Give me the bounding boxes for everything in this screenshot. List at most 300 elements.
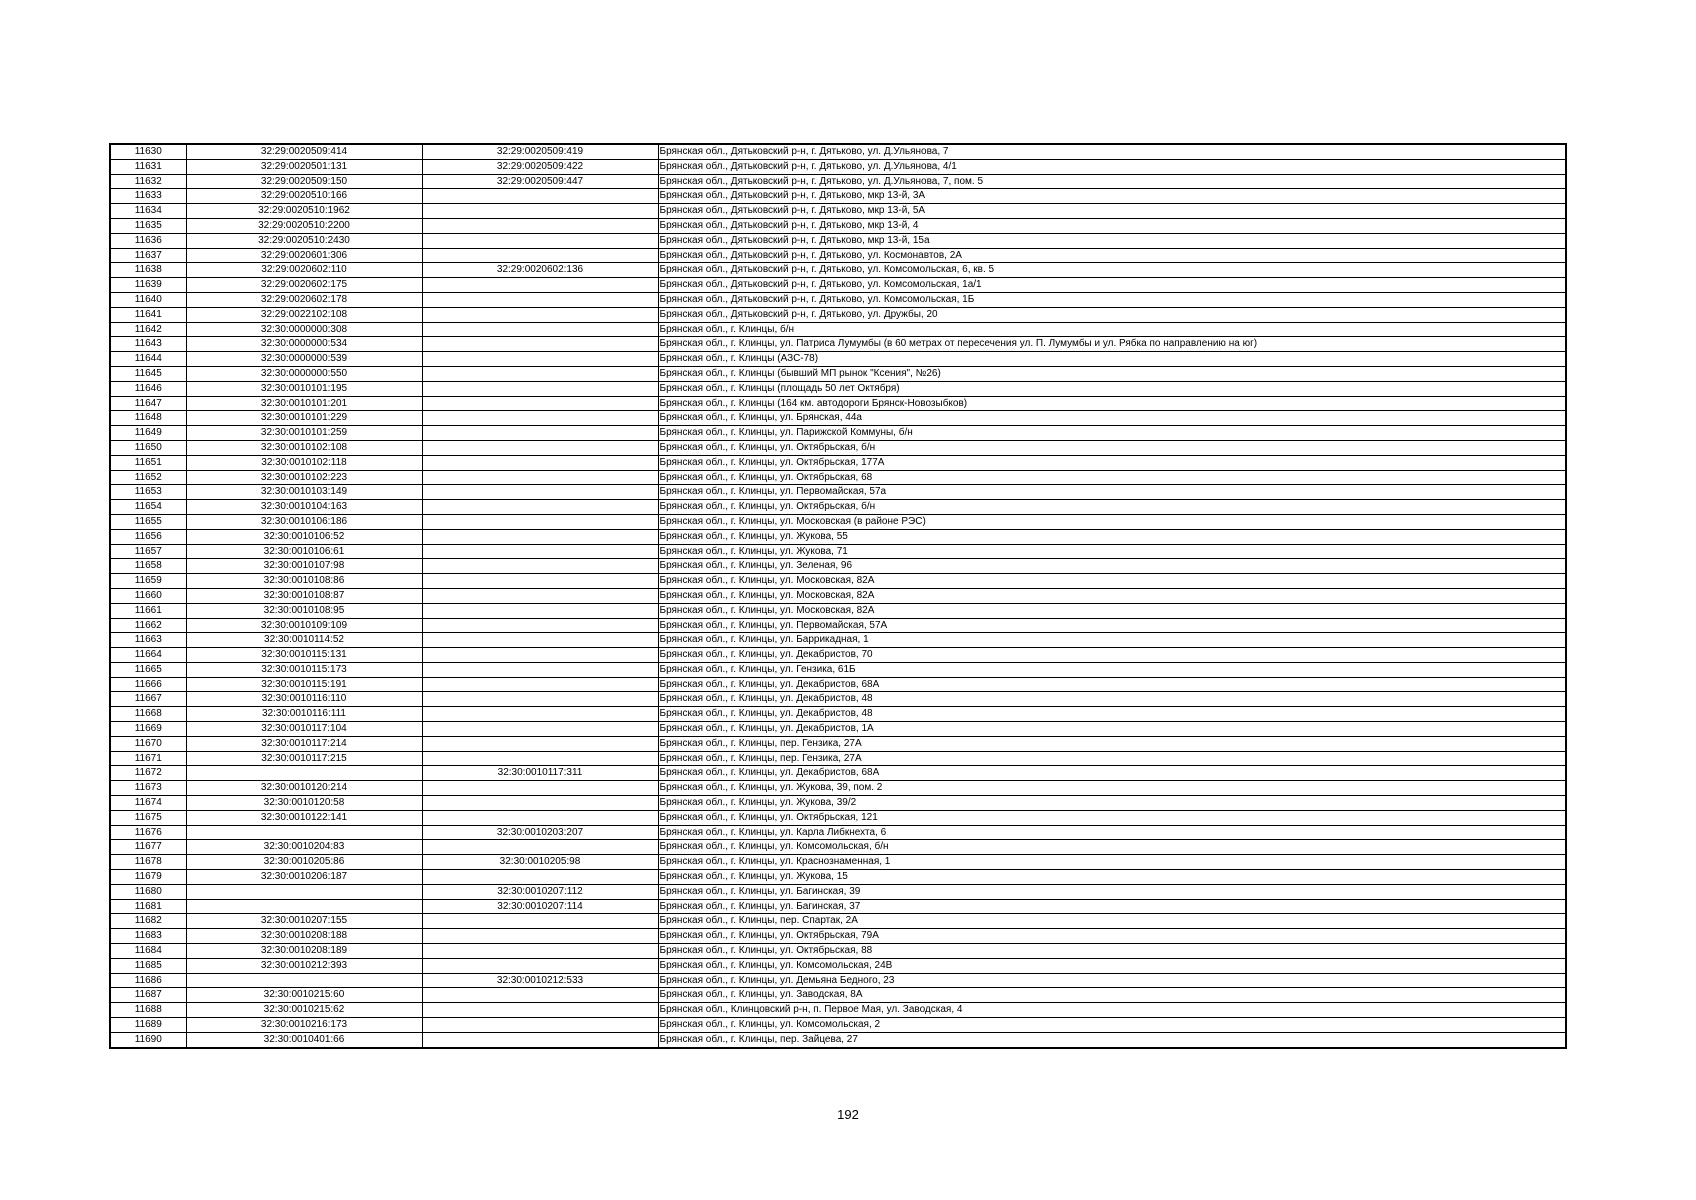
- table-row: [110, 411, 1566, 426]
- cadastral-number-cell: 32:30:0010117:214: [186, 736, 422, 751]
- row-number-cell: 11641: [110, 307, 186, 322]
- cadastral-number-2-cell: [422, 189, 658, 204]
- table-row: [110, 603, 1566, 618]
- cadastral-number-cell: 32:30:0010205:86: [186, 855, 422, 870]
- cadastral-number-2-cell: [422, 1032, 658, 1047]
- row-number-cell: 11673: [110, 781, 186, 796]
- table-row: [110, 692, 1566, 707]
- cadastral-number-2-cell: [422, 958, 658, 973]
- cadastral-number-2-cell: [422, 692, 658, 707]
- table-row: [110, 870, 1566, 885]
- address-cell: Брянская обл., Дятьковский р-н, г. Дятьково, мкр 13-й, 5А: [658, 204, 1566, 219]
- cadastral-number-cell: 32:30:0010115:191: [186, 677, 422, 692]
- cadastral-number-2-cell: [422, 707, 658, 722]
- cadastral-number-2-cell: [422, 307, 658, 322]
- address-cell: Брянская обл., г. Клинцы, ул. Октябрьская, 68: [658, 470, 1566, 485]
- cadastral-number-2-cell: [422, 840, 658, 855]
- address-cell: Брянская обл., г. Клинцы, ул. Октябрьская, б/н: [658, 440, 1566, 455]
- cadastral-number-cell: 32:30:0010104:163: [186, 500, 422, 515]
- cadastral-number-cell: 32:30:0010107:98: [186, 559, 422, 574]
- address-cell: Брянская обл., г. Клинцы, ул. Московская, 82А: [658, 574, 1566, 589]
- cadastral-number-cell: 32:30:0010116:110: [186, 692, 422, 707]
- cadastral-number-2-cell: 32:29:0020509:422: [422, 159, 658, 174]
- address-cell: Брянская обл., Дятьковский р-н, г. Дятьково, ул. Д.Ульянова, 7, пом. 5: [658, 174, 1566, 189]
- table-row: [110, 929, 1566, 944]
- cadastral-number-2-cell: [422, 233, 658, 248]
- address-cell: Брянская обл., г. Клинцы, пер. Зайцева, 27: [658, 1032, 1566, 1047]
- cadastral-number-cell: 32:30:0010102:108: [186, 440, 422, 455]
- cadastral-number-cell: 32:30:0010102:223: [186, 470, 422, 485]
- address-cell: Брянская обл., г. Клинцы, ул. Декабристов, 1А: [658, 722, 1566, 737]
- cadastral-number-cell: 32:30:0010208:189: [186, 944, 422, 959]
- cadastral-number-2-cell: [422, 648, 658, 663]
- cadastral-number-cell: 32:30:0010215:62: [186, 1003, 422, 1018]
- row-number-cell: 11675: [110, 810, 186, 825]
- row-number-cell: 11645: [110, 366, 186, 381]
- row-number-cell: 11660: [110, 588, 186, 603]
- address-cell: Брянская обл., Дятьковский р-н, г. Дятьково, мкр 13-й, 4: [658, 218, 1566, 233]
- table-row: [110, 500, 1566, 515]
- cadastral-number-cell: 32:29:0020602:178: [186, 292, 422, 307]
- cadastral-number-cell: 32:30:0010106:61: [186, 544, 422, 559]
- address-cell: Брянская обл., г. Клинцы (164 км. автодороги Брянск-Новозыбков): [658, 396, 1566, 411]
- table-row: [110, 574, 1566, 589]
- cadastral-number-cell: 32:29:0020510:2200: [186, 218, 422, 233]
- row-number-cell: 11661: [110, 603, 186, 618]
- cadastral-number-cell: 32:30:0010109:109: [186, 618, 422, 633]
- table-row: [110, 988, 1566, 1003]
- cadastral-number-2-cell: [422, 736, 658, 751]
- table-row: [110, 810, 1566, 825]
- table-row: [110, 707, 1566, 722]
- cadastral-number-cell: 32:30:0010115:173: [186, 662, 422, 677]
- table-row: [110, 944, 1566, 959]
- address-cell: Брянская обл., г. Клинцы, ул. Баррикадная, 1: [658, 633, 1566, 648]
- table-row: [110, 174, 1566, 189]
- cadastral-number-cell: 32:29:0020602:175: [186, 278, 422, 293]
- cadastral-number-2-cell: 32:29:0020509:419: [422, 144, 658, 159]
- table-row: [110, 973, 1566, 988]
- cadastral-number-2-cell: [422, 204, 658, 219]
- table-row: [110, 159, 1566, 174]
- row-number-cell: 11686: [110, 973, 186, 988]
- cadastral-number-cell: 32:30:0000000:534: [186, 337, 422, 352]
- table-row: [110, 248, 1566, 263]
- table-row: [110, 396, 1566, 411]
- cadastral-number-2-cell: 32:29:0020509:447: [422, 174, 658, 189]
- table-row: [110, 677, 1566, 692]
- address-cell: Брянская обл., Дятьковский р-н, г. Дятьково, ул. Дружбы, 20: [658, 307, 1566, 322]
- row-number-cell: 11639: [110, 278, 186, 293]
- cadastral-number-cell: [186, 766, 422, 781]
- cadastral-number-cell: [186, 825, 422, 840]
- cadastral-number-2-cell: [422, 366, 658, 381]
- row-number-cell: 11635: [110, 218, 186, 233]
- row-number-cell: 11684: [110, 944, 186, 959]
- table-row: [110, 736, 1566, 751]
- table-row: [110, 485, 1566, 500]
- row-number-cell: 11668: [110, 707, 186, 722]
- cadastral-number-2-cell: [422, 810, 658, 825]
- cadastral-number-cell: 32:30:0010101:229: [186, 411, 422, 426]
- cadastral-number-2-cell: [422, 588, 658, 603]
- cadastral-number-2-cell: [422, 914, 658, 929]
- row-number-cell: 11667: [110, 692, 186, 707]
- row-number-cell: 11650: [110, 440, 186, 455]
- cadastral-number-cell: 32:30:0010122:141: [186, 810, 422, 825]
- table-row: [110, 1018, 1566, 1033]
- row-number-cell: 11674: [110, 796, 186, 811]
- cadastral-number-cell: 32:29:0020501:131: [186, 159, 422, 174]
- cadastral-number-2-cell: [422, 870, 658, 885]
- address-cell: Брянская обл., г. Клинцы, пер. Гензика, 27А: [658, 751, 1566, 766]
- cadastral-number-2-cell: [422, 677, 658, 692]
- table-row: [110, 278, 1566, 293]
- table-row: [110, 529, 1566, 544]
- row-number-cell: 11683: [110, 929, 186, 944]
- cadastral-number-cell: 32:30:0010114:52: [186, 633, 422, 648]
- table-row: [110, 781, 1566, 796]
- address-cell: Брянская обл., г. Клинцы, ул. Московская, 82А: [658, 603, 1566, 618]
- cadastral-number-2-cell: 32:29:0020602:136: [422, 263, 658, 278]
- cadastral-number-cell: 32:30:0010115:131: [186, 648, 422, 663]
- cadastral-number-cell: 32:29:0020602:110: [186, 263, 422, 278]
- table-row: [110, 722, 1566, 737]
- table-row: [110, 840, 1566, 855]
- cadastral-number-cell: 32:30:0010117:215: [186, 751, 422, 766]
- row-number-cell: 11671: [110, 751, 186, 766]
- cadastral-number-cell: 32:30:0000000:539: [186, 352, 422, 367]
- table-row: [110, 455, 1566, 470]
- table-row: [110, 218, 1566, 233]
- cadastral-number-cell: 32:30:0010120:58: [186, 796, 422, 811]
- table-row: [110, 766, 1566, 781]
- cadastral-number-2-cell: 32:30:0010207:114: [422, 899, 658, 914]
- table-row: [110, 233, 1566, 248]
- cadastral-number-cell: 32:30:0010120:214: [186, 781, 422, 796]
- row-number-cell: 11632: [110, 174, 186, 189]
- address-cell: Брянская обл., г. Клинцы, ул. Жукова, 15: [658, 870, 1566, 885]
- table-row: [110, 263, 1566, 278]
- row-number-cell: 11662: [110, 618, 186, 633]
- property-table: [109, 143, 1567, 1049]
- table-row: [110, 559, 1566, 574]
- row-number-cell: 11665: [110, 662, 186, 677]
- table-row: [110, 648, 1566, 663]
- row-number-cell: 11630: [110, 144, 186, 159]
- cadastral-number-2-cell: [422, 722, 658, 737]
- address-cell: Брянская обл., г. Клинцы, ул. Багинская, 39: [658, 884, 1566, 899]
- row-number-cell: 11653: [110, 485, 186, 500]
- cadastral-number-cell: 32:30:0010401:66: [186, 1032, 422, 1047]
- row-number-cell: 11658: [110, 559, 186, 574]
- cadastral-number-2-cell: [422, 440, 658, 455]
- cadastral-number-2-cell: 32:30:0010117:311: [422, 766, 658, 781]
- cadastral-number-2-cell: [422, 470, 658, 485]
- row-number-cell: 11640: [110, 292, 186, 307]
- address-cell: Брянская обл., Дятьковский р-н, г. Дятьково, ул. Комсомольская, 1а/1: [658, 278, 1566, 293]
- cadastral-number-cell: 32:30:0010101:195: [186, 381, 422, 396]
- cadastral-number-2-cell: [422, 278, 658, 293]
- table-row: [110, 204, 1566, 219]
- address-cell: Брянская обл., г. Клинцы, ул. Жукова, 39, пом. 2: [658, 781, 1566, 796]
- row-number-cell: 11657: [110, 544, 186, 559]
- address-cell: Брянская обл., г. Клинцы, ул. Патриса Лумумбы (в 60 метрах от пересечения ул. П. Лумумбы и ул. Рябка по направлению на юг): [658, 337, 1566, 352]
- row-number-cell: 11670: [110, 736, 186, 751]
- address-cell: Брянская обл., г. Клинцы, ул. Октябрьская, 177А: [658, 455, 1566, 470]
- row-number-cell: 11680: [110, 884, 186, 899]
- cadastral-number-cell: 32:30:0010117:104: [186, 722, 422, 737]
- table-row: [110, 470, 1566, 485]
- cadastral-number-cell: 32:30:0000000:308: [186, 322, 422, 337]
- row-number-cell: 11689: [110, 1018, 186, 1033]
- address-cell: Брянская обл., Клинцовский р-н, п. Первое Мая, ул. Заводская, 4: [658, 1003, 1566, 1018]
- cadastral-number-2-cell: 32:30:0010205:98: [422, 855, 658, 870]
- cadastral-number-cell: 32:29:0020509:150: [186, 174, 422, 189]
- address-cell: Брянская обл., г. Клинцы, ул. Декабристов, 68А: [658, 766, 1566, 781]
- cadastral-number-cell: 32:30:0010106:52: [186, 529, 422, 544]
- cadastral-number-2-cell: [422, 396, 658, 411]
- address-cell: Брянская обл., г. Клинцы, ул. Октябрьская, 121: [658, 810, 1566, 825]
- cadastral-number-2-cell: [422, 322, 658, 337]
- cadastral-number-2-cell: [422, 633, 658, 648]
- address-cell: Брянская обл., г. Клинцы, пер. Спартак, 2А: [658, 914, 1566, 929]
- cadastral-number-2-cell: [422, 544, 658, 559]
- cadastral-number-2-cell: [422, 529, 658, 544]
- table-row: [110, 899, 1566, 914]
- row-number-cell: 11666: [110, 677, 186, 692]
- table-row: [110, 796, 1566, 811]
- cadastral-number-2-cell: [422, 455, 658, 470]
- address-cell: Брянская обл., г. Клинцы, ул. Парижской Коммуны, б/н: [658, 426, 1566, 441]
- address-cell: Брянская обл., г. Клинцы, ул. Зеленая, 96: [658, 559, 1566, 574]
- address-cell: Брянская обл., г. Клинцы, ул. Первомайская, 57а: [658, 485, 1566, 500]
- row-number-cell: 11664: [110, 648, 186, 663]
- cadastral-number-2-cell: [422, 781, 658, 796]
- address-cell: Брянская обл., г. Клинцы (АЗС-78): [658, 352, 1566, 367]
- table-row: [110, 662, 1566, 677]
- row-number-cell: 11633: [110, 189, 186, 204]
- address-cell: Брянская обл., г. Клинцы, ул. Заводская, 8А: [658, 988, 1566, 1003]
- address-cell: Брянская обл., г. Клинцы, ул. Октябрьская, 88: [658, 944, 1566, 959]
- cadastral-number-cell: 32:30:0010108:87: [186, 588, 422, 603]
- row-number-cell: 11676: [110, 825, 186, 840]
- cadastral-number-cell: 32:30:0010116:111: [186, 707, 422, 722]
- row-number-cell: 11648: [110, 411, 186, 426]
- table-row: [110, 514, 1566, 529]
- address-cell: Брянская обл., г. Клинцы, ул. Краснознаменная, 1: [658, 855, 1566, 870]
- cadastral-number-cell: 32:30:0010212:393: [186, 958, 422, 973]
- address-cell: Брянская обл., г. Клинцы, ул. Декабристов, 70: [658, 648, 1566, 663]
- cadastral-number-2-cell: 32:30:0010212:533: [422, 973, 658, 988]
- table-row: [110, 292, 1566, 307]
- row-number-cell: 11654: [110, 500, 186, 515]
- cadastral-number-cell: 32:29:0022102:108: [186, 307, 422, 322]
- cadastral-number-2-cell: 32:30:0010203:207: [422, 825, 658, 840]
- table-row: [110, 189, 1566, 204]
- cadastral-number-cell: 32:30:0010206:187: [186, 870, 422, 885]
- row-number-cell: 11636: [110, 233, 186, 248]
- cadastral-number-cell: 32:30:0010108:86: [186, 574, 422, 589]
- row-number-cell: 11685: [110, 958, 186, 973]
- address-cell: Брянская обл., Дятьковский р-н, г. Дятьково, мкр 13-й, 3А: [658, 189, 1566, 204]
- row-number-cell: 11656: [110, 529, 186, 544]
- table-row: [110, 825, 1566, 840]
- address-cell: Брянская обл., г. Клинцы, ул. Жукова, 71: [658, 544, 1566, 559]
- address-cell: Брянская обл., г. Клинцы, пер. Гензика, 27А: [658, 736, 1566, 751]
- row-number-cell: 11651: [110, 455, 186, 470]
- cadastral-number-cell: 32:30:0010101:259: [186, 426, 422, 441]
- row-number-cell: 11637: [110, 248, 186, 263]
- cadastral-number-2-cell: [422, 485, 658, 500]
- address-cell: Брянская обл., г. Клинцы, ул. Карла Либкнехта, 6: [658, 825, 1566, 840]
- row-number-cell: 11646: [110, 381, 186, 396]
- address-cell: Брянская обл., г. Клинцы, ул. Жукова, 55: [658, 529, 1566, 544]
- address-cell: Брянская обл., г. Клинцы, ул. Московская, 82А: [658, 588, 1566, 603]
- cadastral-number-2-cell: [422, 248, 658, 263]
- address-cell: Брянская обл., г. Клинцы, ул. Жукова, 39/2: [658, 796, 1566, 811]
- row-number-cell: 11655: [110, 514, 186, 529]
- cadastral-number-2-cell: [422, 988, 658, 1003]
- address-cell: Брянская обл., Дятьковский р-н, г. Дятьково, ул. Д.Ульянова, 7: [658, 144, 1566, 159]
- table-row: [110, 958, 1566, 973]
- cadastral-number-cell: [186, 899, 422, 914]
- cadastral-number-2-cell: [422, 603, 658, 618]
- cadastral-number-2-cell: [422, 352, 658, 367]
- address-cell: Брянская обл., г. Клинцы, ул. Демьяна Бедного, 23: [658, 973, 1566, 988]
- row-number-cell: 11690: [110, 1032, 186, 1047]
- table-row: [110, 440, 1566, 455]
- row-number-cell: 11688: [110, 1003, 186, 1018]
- address-cell: Брянская обл., г. Клинцы, ул. Декабристов, 48: [658, 692, 1566, 707]
- cadastral-number-cell: 32:30:0010103:149: [186, 485, 422, 500]
- cadastral-number-cell: 32:30:0010215:60: [186, 988, 422, 1003]
- cadastral-number-cell: 32:29:0020510:1962: [186, 204, 422, 219]
- cadastral-number-2-cell: [422, 618, 658, 633]
- cadastral-number-cell: [186, 973, 422, 988]
- table-row: [110, 633, 1566, 648]
- address-cell: Брянская обл., г. Клинцы, ул. Декабристов, 48: [658, 707, 1566, 722]
- address-cell: Брянская обл., г. Клинцы, ул. Октябрьская, 79А: [658, 929, 1566, 944]
- cadastral-number-cell: 32:30:0010207:155: [186, 914, 422, 929]
- table-row: [110, 1003, 1566, 1018]
- row-number-cell: 11631: [110, 159, 186, 174]
- table-row: [110, 751, 1566, 766]
- row-number-cell: 11687: [110, 988, 186, 1003]
- row-number-cell: 11638: [110, 263, 186, 278]
- table-row: [110, 588, 1566, 603]
- cadastral-number-2-cell: [422, 337, 658, 352]
- cadastral-number-cell: 32:30:0010101:201: [186, 396, 422, 411]
- cadastral-number-2-cell: [422, 574, 658, 589]
- row-number-cell: 11643: [110, 337, 186, 352]
- table-row: [110, 618, 1566, 633]
- row-number-cell: 11663: [110, 633, 186, 648]
- address-cell: Брянская обл., г. Клинцы, ул. Багинская, 37: [658, 899, 1566, 914]
- cadastral-number-cell: 32:30:0010106:186: [186, 514, 422, 529]
- address-cell: Брянская обл., г. Клинцы (бывший МП рынок "Ксения", №26): [658, 366, 1566, 381]
- row-number-cell: 11682: [110, 914, 186, 929]
- table-row: [110, 381, 1566, 396]
- cadastral-number-cell: 32:30:0010108:95: [186, 603, 422, 618]
- row-number-cell: 11681: [110, 899, 186, 914]
- cadastral-number-2-cell: [422, 411, 658, 426]
- address-cell: Брянская обл., г. Клинцы (площадь 50 лет Октября): [658, 381, 1566, 396]
- cadastral-number-cell: 32:29:0020510:166: [186, 189, 422, 204]
- cadastral-number-cell: 32:30:0010102:118: [186, 455, 422, 470]
- address-cell: Брянская обл., Дятьковский р-н, г. Дятьково, мкр 13-й, 15а: [658, 233, 1566, 248]
- row-number-cell: 11659: [110, 574, 186, 589]
- cadastral-number-cell: 32:30:0000000:550: [186, 366, 422, 381]
- address-cell: Брянская обл., г. Клинцы, ул. Комсомольская, 24В: [658, 958, 1566, 973]
- address-cell: Брянская обл., Дятьковский р-н, г. Дятьково, ул. Комсомольская, 6, кв. 5: [658, 263, 1566, 278]
- table-row: [110, 1032, 1566, 1047]
- cadastral-number-2-cell: [422, 751, 658, 766]
- cadastral-number-cell: 32:30:0010216:173: [186, 1018, 422, 1033]
- cadastral-number-2-cell: [422, 796, 658, 811]
- address-cell: Брянская обл., Дятьковский р-н, г. Дятьково, ул. Д.Ульянова, 4/1: [658, 159, 1566, 174]
- cadastral-number-2-cell: [422, 929, 658, 944]
- table-row: [110, 144, 1566, 159]
- table-row: [110, 352, 1566, 367]
- row-number-cell: 11652: [110, 470, 186, 485]
- table-row: [110, 322, 1566, 337]
- address-cell: Брянская обл., г. Клинцы, ул. Октябрьская, б/н: [658, 500, 1566, 515]
- row-number-cell: 11672: [110, 766, 186, 781]
- address-cell: Брянская обл., Дятьковский р-н, г. Дятьково, ул. Космонавтов, 2А: [658, 248, 1566, 263]
- row-number-cell: 11634: [110, 204, 186, 219]
- table-row: [110, 884, 1566, 899]
- table-row: [110, 426, 1566, 441]
- address-cell: Брянская обл., г. Клинцы, ул. Комсомольская, б/н: [658, 840, 1566, 855]
- table-row: [110, 366, 1566, 381]
- row-number-cell: 11649: [110, 426, 186, 441]
- cadastral-number-cell: 32:29:0020601:306: [186, 248, 422, 263]
- address-cell: Брянская обл., г. Клинцы, ул. Брянская, 44а: [658, 411, 1566, 426]
- cadastral-number-cell: 32:30:0010204:83: [186, 840, 422, 855]
- cadastral-number-2-cell: [422, 500, 658, 515]
- address-cell: Брянская обл., г. Клинцы, б/н: [658, 322, 1566, 337]
- address-cell: Брянская обл., Дятьковский р-н, г. Дятьково, ул. Комсомольская, 1Б: [658, 292, 1566, 307]
- table-row: [110, 544, 1566, 559]
- address-cell: Брянская обл., г. Клинцы, ул. Комсомольская, 2: [658, 1018, 1566, 1033]
- table-row: [110, 855, 1566, 870]
- row-number-cell: 11644: [110, 352, 186, 367]
- cadastral-number-2-cell: [422, 381, 658, 396]
- cadastral-number-2-cell: [422, 1018, 658, 1033]
- cadastral-number-2-cell: [422, 292, 658, 307]
- cadastral-number-cell: 32:29:0020510:2430: [186, 233, 422, 248]
- address-cell: Брянская обл., г. Клинцы, ул. Московская (в районе РЭС): [658, 514, 1566, 529]
- cadastral-number-2-cell: [422, 426, 658, 441]
- address-cell: Брянская обл., г. Клинцы, ул. Декабристов, 68А: [658, 677, 1566, 692]
- row-number-cell: 11678: [110, 855, 186, 870]
- address-cell: Брянская обл., г. Клинцы, ул. Гензика, 61Б: [658, 662, 1566, 677]
- page-number: 192: [837, 1107, 859, 1122]
- table-row: [110, 914, 1566, 929]
- row-number-cell: 11669: [110, 722, 186, 737]
- cadastral-number-2-cell: 32:30:0010207:112: [422, 884, 658, 899]
- cadastral-number-2-cell: [422, 514, 658, 529]
- row-number-cell: 11677: [110, 840, 186, 855]
- address-cell: Брянская обл., г. Клинцы, ул. Первомайская, 57А: [658, 618, 1566, 633]
- cadastral-number-2-cell: [422, 218, 658, 233]
- table-row: [110, 337, 1566, 352]
- row-number-cell: 11679: [110, 870, 186, 885]
- table-body: [110, 144, 1566, 1048]
- cadastral-number-2-cell: [422, 662, 658, 677]
- row-number-cell: 11647: [110, 396, 186, 411]
